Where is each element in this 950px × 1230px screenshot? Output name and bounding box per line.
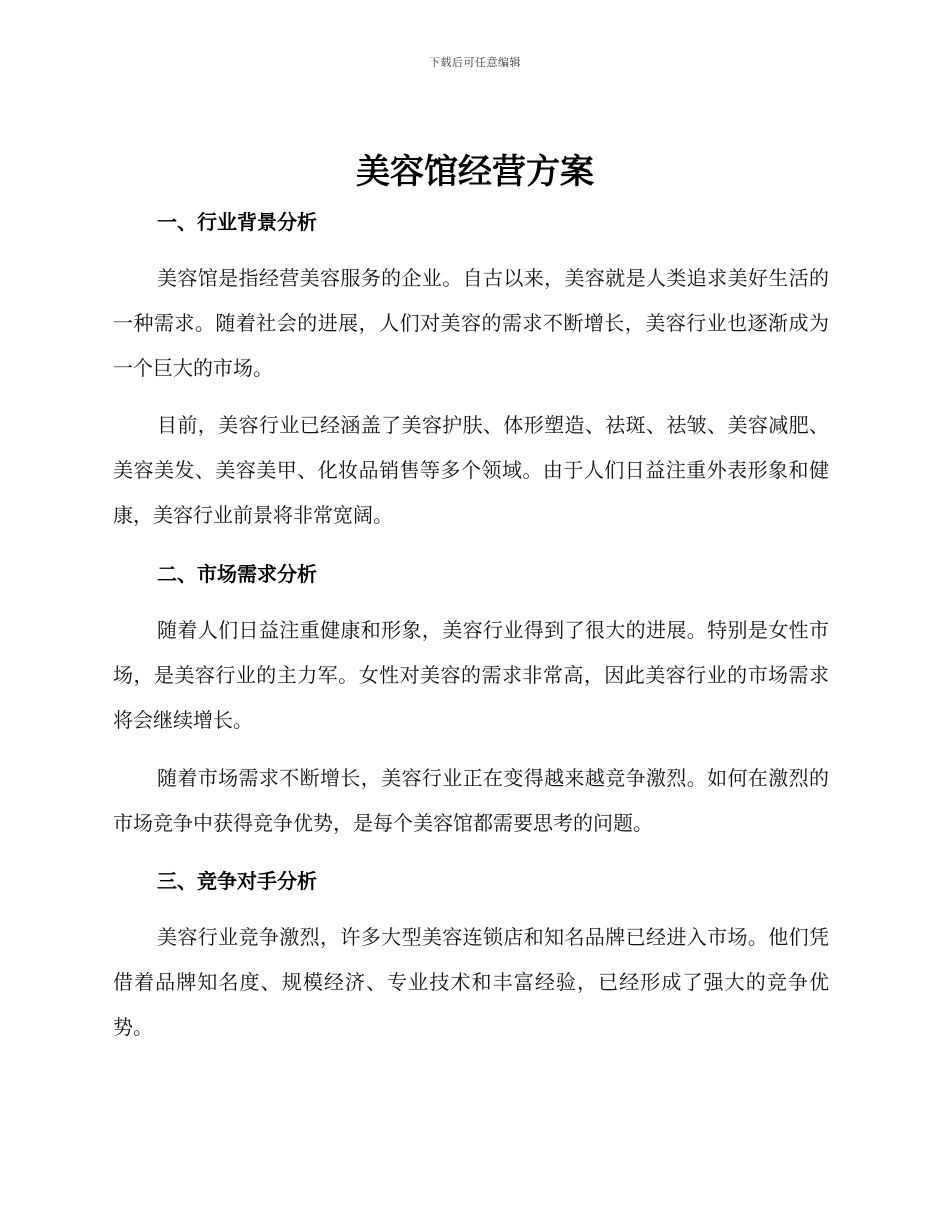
section-heading-competitor-analysis: 三、竞争对手分析 (157, 869, 317, 893)
section-heading-market-demand: 二、市场需求分析 (157, 562, 317, 586)
page-header-note: 下载后可任意编辑 (429, 56, 521, 69)
paragraph-industry-background-2: 目前，美容行业已经涵盖了美容护肤、体形塑造、祛斑、祛皱、美容减肥、美容美发、美容美甲、化妆品销售等多个领域。由于人们日益注重外表形象和健康，美容行业前景将非常宽阔。 (113, 413, 829, 527)
section-heading-industry-background: 一、行业背景分析 (157, 210, 317, 234)
paragraph-competitor-analysis-1: 美容行业竞争激烈，许多大型美容连锁店和知名品牌已经进入市场。他们凭借着品牌知名度、规模经济、专业技术和丰富经验，已经形成了强大的竞争优势。 (113, 925, 829, 1039)
paragraph-market-demand-2: 随着市场需求不断增长，美容行业正在变得越来越竞争激烈。如何在激烈的市场竞争中获得竞争优势，是每个美容馆都需要思考的问题。 (113, 766, 829, 835)
paragraph-market-demand-1: 随着人们日益注重健康和形象，美容行业得到了很大的进展。特别是女性市场，是美容行业的主力军。女性对美容的需求非常高，因此美容行业的市场需求将会继续增长。 (113, 618, 829, 732)
document-title: 美容馆经营方案 (356, 152, 594, 192)
paragraph-industry-background-1: 美容馆是指经营美容服务的企业。自古以来，美容就是人类追求美好生活的一种需求。随着社会的进展，人们对美容的需求不断增长，美容行业也逐渐成为一个巨大的市场。 (113, 266, 829, 380)
